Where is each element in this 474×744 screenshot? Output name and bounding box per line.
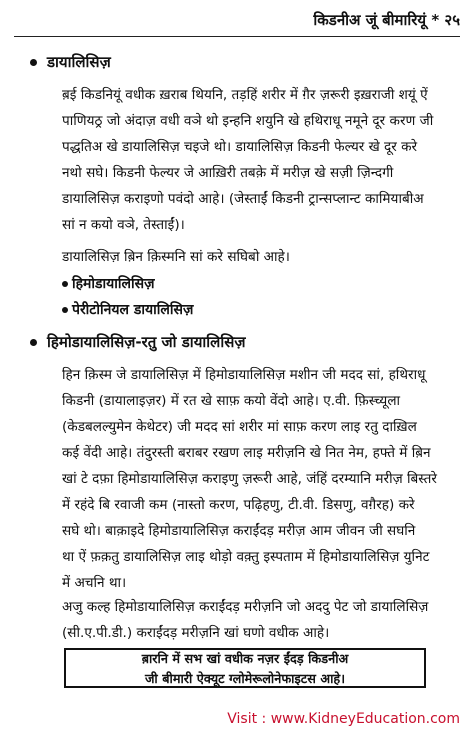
section-dialysis-heading <box>30 52 111 72</box>
text-line: पाणियठ्र जो अंदाज़ वधी वञे थो इन्हनि शयुनि खे हथिराधू नमूने दूर करण जी <box>62 113 434 129</box>
text-line: था ऐं फ़क़तु डायालिसिज़ लाइ थोड़ो वक़्तु इस्पताम में हिमोडायालिसिज़ युनिट <box>62 549 430 565</box>
hemodialysis-paragraph <box>62 362 450 596</box>
text-line: डायालिसिज़ ब़िन क़िस्मनि सां करे सघिबो आहे। <box>62 249 290 265</box>
text-line: ब़ई किडनियूं वधीक ख़राब थियनि, तड़हिं शरीर में ग़ैर ज़रूरी इख़राजी शयूं ऐं <box>62 87 428 103</box>
section-hemodialysis-heading <box>30 332 246 352</box>
section-dialysis-title: डायालिसिज़ <box>47 53 111 71</box>
patient-count-paragraph <box>62 594 450 646</box>
text-line: डायालिसिज़ कराइणो पवंदो आहे। (जेस्ताईं किडनी ट्रान्सप्लान्ट कामियाबीअ <box>62 191 424 207</box>
text-line: किडनी (डायालाइज़र) में रत खे साफ़ कयो वेंदो आहे। ए.वी. फ़िस्च्यूला <box>62 393 401 409</box>
section-hemodialysis-title: हिमोडायालिसिज़-रतु जो डायालिसिज़ <box>47 333 246 351</box>
footer-link[interactable]: Visit : www.KidneyEducation.com <box>227 711 460 727</box>
highlight-line: जी बीमारी ऐक्यूट ग्लोमेरूलोनेफाइटस आहे। <box>144 672 346 687</box>
text-line: अजु कल्ह हिमोडायालिसिज़ कराईंदड़ मरीज़नि जो अददु पेट जो डायालिसिज़ <box>62 599 429 615</box>
bullet-dot-icon <box>30 59 37 66</box>
text-line: हिन क़िस्म जे डायालिसिज़ में हिमोडायालिसिज़ मशीन जी मदद सां, हथिराधू <box>62 367 426 383</box>
text-line: कई वेंदी आहे। तंदुरस्ती बराबर रखण लाइ मरीज़नि खे नित नेम, हफ्ते में ब़िन <box>62 445 431 461</box>
dialysis-types-intro <box>62 244 450 270</box>
bullet-dot-icon <box>62 281 68 287</box>
bullet-dot-icon <box>30 339 37 346</box>
dialysis-paragraph <box>62 82 450 238</box>
text-line: नथो सघे। किडनी फेल्यर जे आख़िरी तबक़े में मरीज़ खे सज़ी ज़िन्दगी <box>62 165 394 181</box>
highlight-line: ब़ारनि में सभ खां वधीक नज़र ईंदड़ किडनीअ <box>141 652 349 667</box>
type-item-hemodialysis <box>62 274 155 293</box>
text-line: सघे थो। बाक़ाइदे हिमोडायालिसिज़ कराईंदड़ मरीज़ आम जीवन जी सघनि <box>62 523 416 539</box>
text-line: पद्धतिअ खे डायालिसिज़ चइजे थो। डायालिसिज़ किडनी फेल्यर खे दूर करे <box>62 139 418 155</box>
bullet-dot-icon <box>62 307 68 313</box>
text-line: (सी.ए.पी.डी.) कराईंदड़ मरीज़नि खां घणो वधीक आहे। <box>62 625 330 641</box>
text-line: सां न कयो वञे, तेस्ताईं)। <box>62 217 185 233</box>
text-line: में अचनि था। <box>62 575 127 591</box>
text-line: (केडबलल्युमेन केथेटर) जी मदद सां शरीर मां साफ़ करण लाइ रतु दाख़िल <box>62 419 417 435</box>
type-label: हिमोडायालिसिज़ <box>72 276 155 292</box>
highlight-box <box>64 648 426 688</box>
type-label: पेरीटोनियल डायालिसिज़ <box>72 302 194 318</box>
type-item-peritoneal <box>62 300 193 319</box>
page-header: किडनीअ जूं बीमारियूं * २५ <box>313 11 460 29</box>
text-line: खां टे दफ़ा हिमोडायालिसिज़ कराइणु ज़रूरी आहे, जंहिं दरम्यानि मरीज़ बिस्तरे <box>62 471 437 487</box>
text-line: में रहंदे बि रवाजी कम (नास्तो करण, पढ़िहणु, टी.वी. डिसणु, वग़ैरह) करे <box>62 497 415 513</box>
header-rule <box>14 36 460 37</box>
